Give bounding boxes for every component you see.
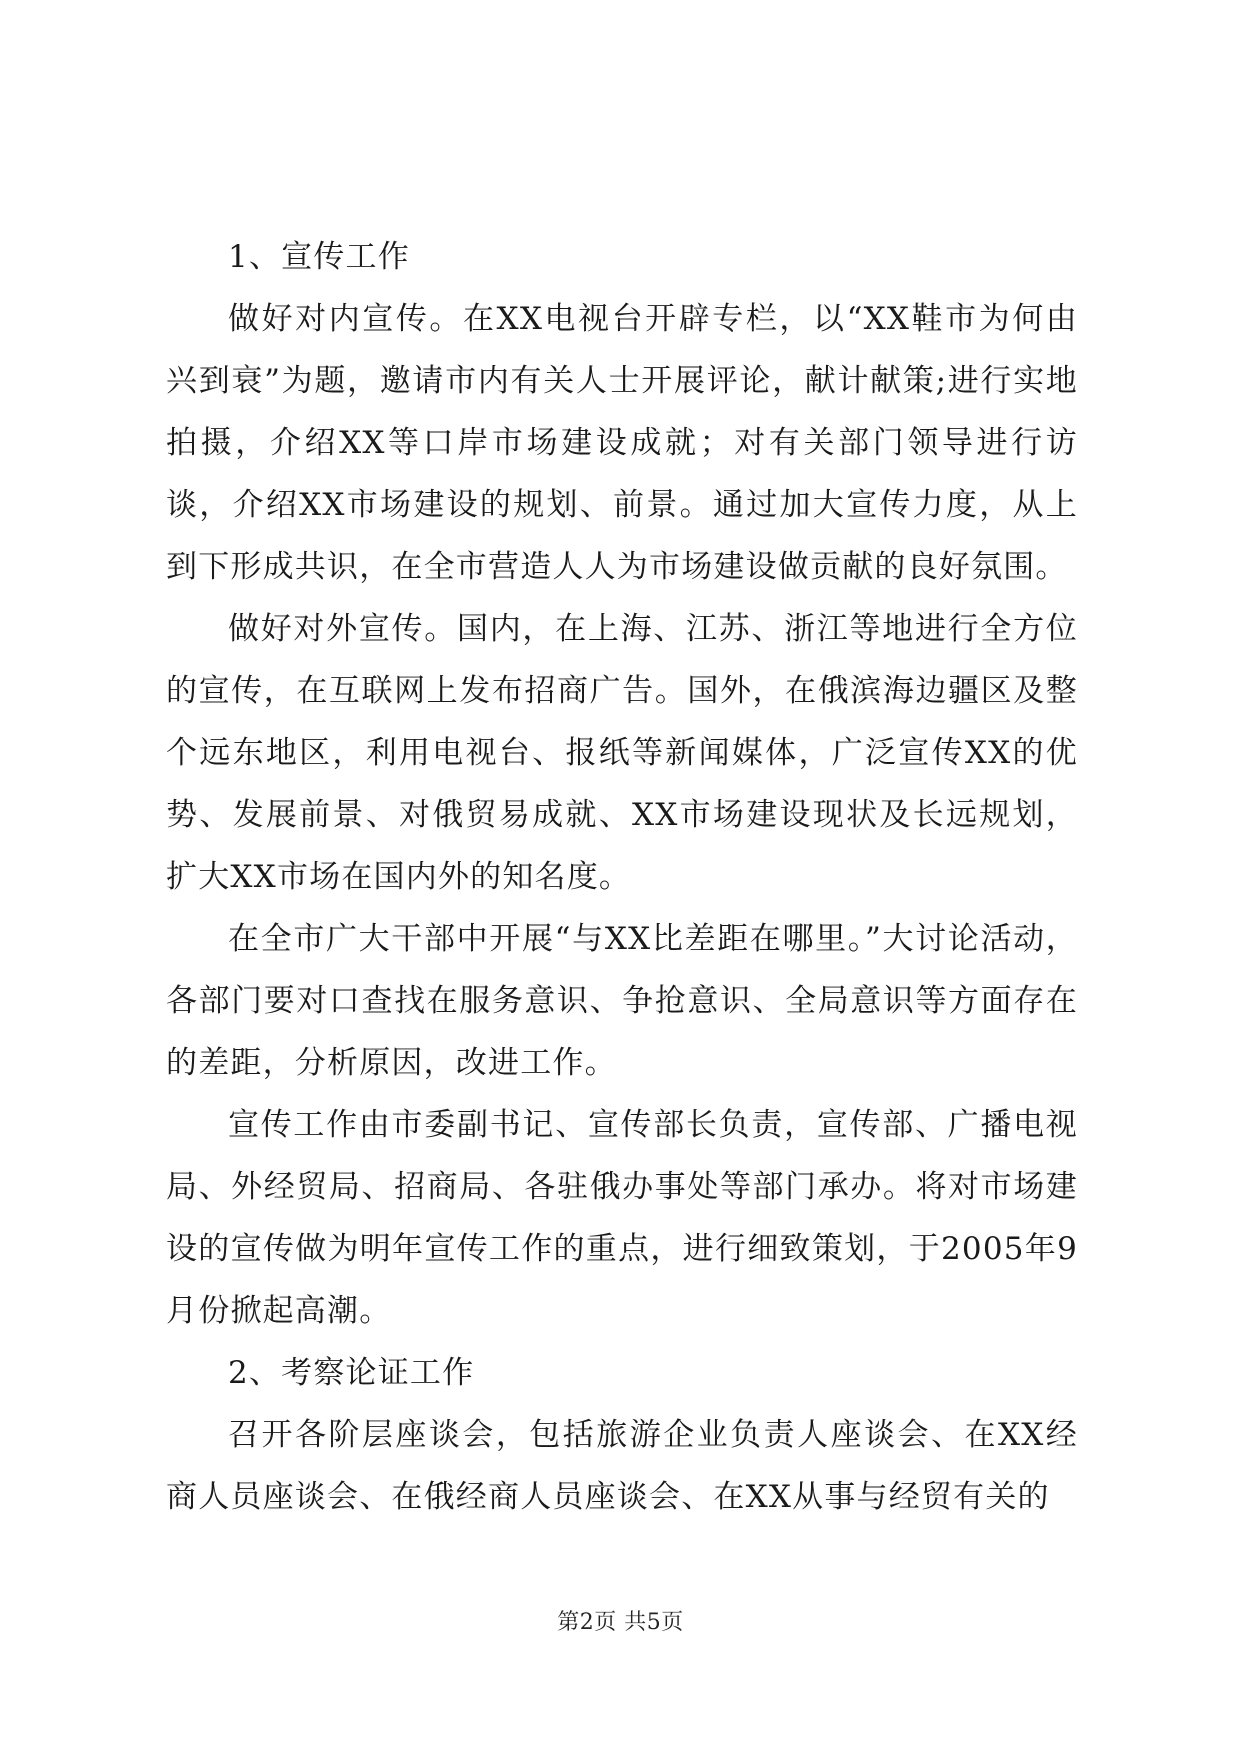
page-number-footer: 第2页 共5页 (557, 1610, 684, 1635)
paragraph-symposiums: 召开各阶层座谈会，包括旅游企业负责人座谈会、在XX经商人员座谈会、在俄经商人员座谈会、在XX从事与经贸有关的 (166, 1417, 1078, 1515)
paragraph-cadre-discussion: 在全市广大干部中开展“与XX比差距在哪里。”大讨论活动，各部门要对口查找在服务意识、争抢意识、全局意识等方面存在的差距，分析原因，改进工作。 (166, 921, 1078, 1081)
section-heading-publicity: 1、宣传工作 (228, 239, 410, 275)
document-body (166, 226, 1078, 1528)
section-heading-inspection: 2、考察论证工作 (228, 1355, 475, 1391)
paragraph-external-publicity: 做好对外宣传。国内，在上海、江苏、浙江等地进行全方位的宣传，在互联网上发布招商广告。国外，在俄滨海边疆区及整个远东地区，利用电视台、报纸等新闻媒体，广泛宣传XX的优势、发展前景、对俄贸易成就、XX市场建设现状及长远规划，扩大XX市场在国内外的知名度。 (166, 611, 1078, 895)
paragraph-publicity-responsibility: 宣传工作由市委副书记、宣传部长负责，宣传部、广播电视局、外经贸局、招商局、各驻俄办事处等部门承办。将对市场建设的宣传做为明年宣传工作的重点，进行细致策划，于2005年9月份掀起高潮。 (166, 1107, 1078, 1329)
paragraph-internal-publicity: 做好对内宣传。在XX电视台开辟专栏，以“XX鞋市为何由兴到衰”为题，邀请市内有关人士开展评论，献计献策;进行实地拍摄，介绍XX等口岸市场建设成就；对有关部门领导进行访谈，介绍XX市场建设的规划、前景。通过加大宣传力度，从上到下形成共识，在全市营造人人为市场建设做贡献的良好氛围。 (166, 301, 1078, 585)
